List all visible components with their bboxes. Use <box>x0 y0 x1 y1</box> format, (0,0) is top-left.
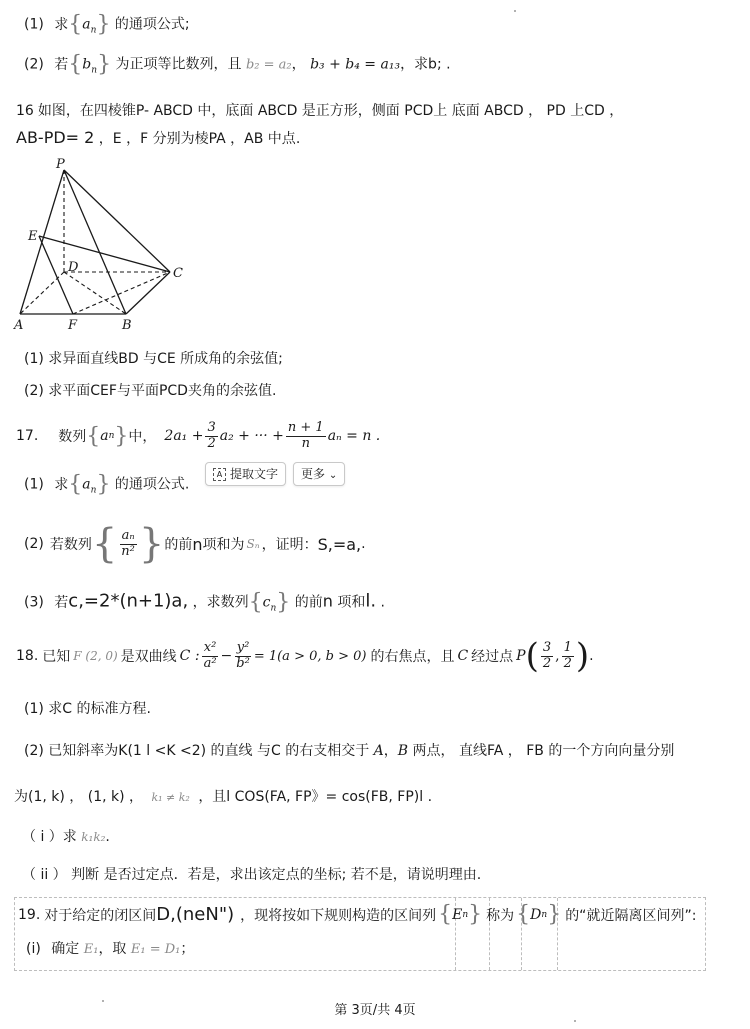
q19-stem: 19. 对于给定的闭区间 D,(neN") ，现将按如下规则构造的区间列 { E n } 称为 { D n } 的“就近隔离区间列”: <box>18 902 697 927</box>
q18-part2-line2: 为(1, k) ， (1, k) ， k₁ ≠ k₂ ，且l COS(FA, FP》= cos(FB, FP)l . <box>14 789 433 805</box>
more-button[interactable]: 更多 ⌄ <box>293 462 345 486</box>
edge-pc <box>64 170 170 272</box>
text-scan-icon: A <box>213 468 226 481</box>
q18-part2-line1: (2) 已知斜率为K(1 l <K <2) 的直线 与C 的右支相交于 A，B 两点， 直线FA ， FB 的一个方向向量分别 <box>24 743 675 759</box>
segment-ef <box>39 236 73 314</box>
q16-part1: (1) 求异面直线BD 与CE 所成角的余弦值; <box>24 351 283 367</box>
q17-part3: (3) 若c,=2*(n+1)a, ，求数列$\{c_n\}$ 的前n 项和l. . <box>24 590 385 615</box>
label-d: D <box>68 260 79 275</box>
label-e: E <box>28 229 38 244</box>
q18-part1: (1) 求C 的标准方程. <box>24 701 151 717</box>
label-f: F <box>68 318 78 333</box>
q18-part-ii: （ ii ） 判断 是否过定点．若是，求出该定点的坐标; 若不是，请说明理由. <box>22 867 482 883</box>
segment-ec <box>39 236 170 272</box>
q15-part2: (2) 若$\{b_n\}$ 为正项等比数列，且 b₂ = a₂， b₃ + b₄ = a₁₃，求b; . <box>24 52 451 77</box>
scan-dot <box>514 10 516 12</box>
q19-part-i: (i) 确定 E₁，取 E₁ = D₁； <box>26 941 195 957</box>
page-footer <box>0 999 750 1018</box>
q17-part1: (1) 求$\{a_n\}$ 的通项公式. <box>24 472 190 497</box>
label-c: C <box>173 266 183 281</box>
edge-bc <box>126 272 170 314</box>
scan-dot <box>574 1020 576 1022</box>
q17-stem: 17. 数列 { a n } 中， 2a₁ + $\frac{3}{2}$ a₂ + ··· + $\frac{n + 1}{n}$ aₙ = n . <box>16 419 381 451</box>
q17-part2: (2) 若数列 { $\frac{\text{aₙ}}{\text{n²}}$ } 的前 n 项和为 Sₙ ，证明： S,=a, . <box>24 521 366 567</box>
q18-stem: 18. 已知 F (2, 0) 是双曲线 C : $\frac{\text{x²}}{\text{a²}}$ − $\frac{\text{y²}}{\text{b²}}$ = 1(a > 0, b > 0) 的右焦点，且 C 经过点 P ( $\frac{3}{2}$ , $\frac{1}{2}$ ) . <box>16 636 594 676</box>
q16-part2: (2) 求平面CEF与平面PCD夹角的余弦值. <box>24 383 277 399</box>
label-a: A <box>14 318 24 333</box>
segment-fc <box>73 272 170 314</box>
q15-part1: (1) 求$\{a_n\}$ 的通项公式; <box>24 12 190 37</box>
question-number: 19. <box>18 906 41 923</box>
part-label: (2) <box>24 56 44 73</box>
label-p: P <box>56 158 65 172</box>
question-number: 16 <box>16 103 34 119</box>
pyramid-figure <box>12 158 192 336</box>
extract-text-button[interactable]: A 提取文字 <box>205 462 286 486</box>
page-number: 第 3页/共 4页 <box>334 1003 416 1018</box>
question-number: 17. <box>16 428 39 444</box>
chevron-down-icon: ⌄ <box>328 470 338 481</box>
part-label: (1) <box>24 16 44 33</box>
label-b: B <box>122 318 132 333</box>
q16-stem-line1: 16 如图，在四棱锥P- ABCD 中，底面 ABCD 是正方形，侧面 PCD上 底面 ABCD ， PD 上CD ， <box>16 103 624 119</box>
question-number: 18. <box>16 648 39 664</box>
q16-stem-line2: AB-PD= 2 ，E ，F 分别为棱PA ，AB 中点. <box>16 128 301 147</box>
q18-part-i: （ i ）求 k₁k₂. <box>22 829 110 845</box>
